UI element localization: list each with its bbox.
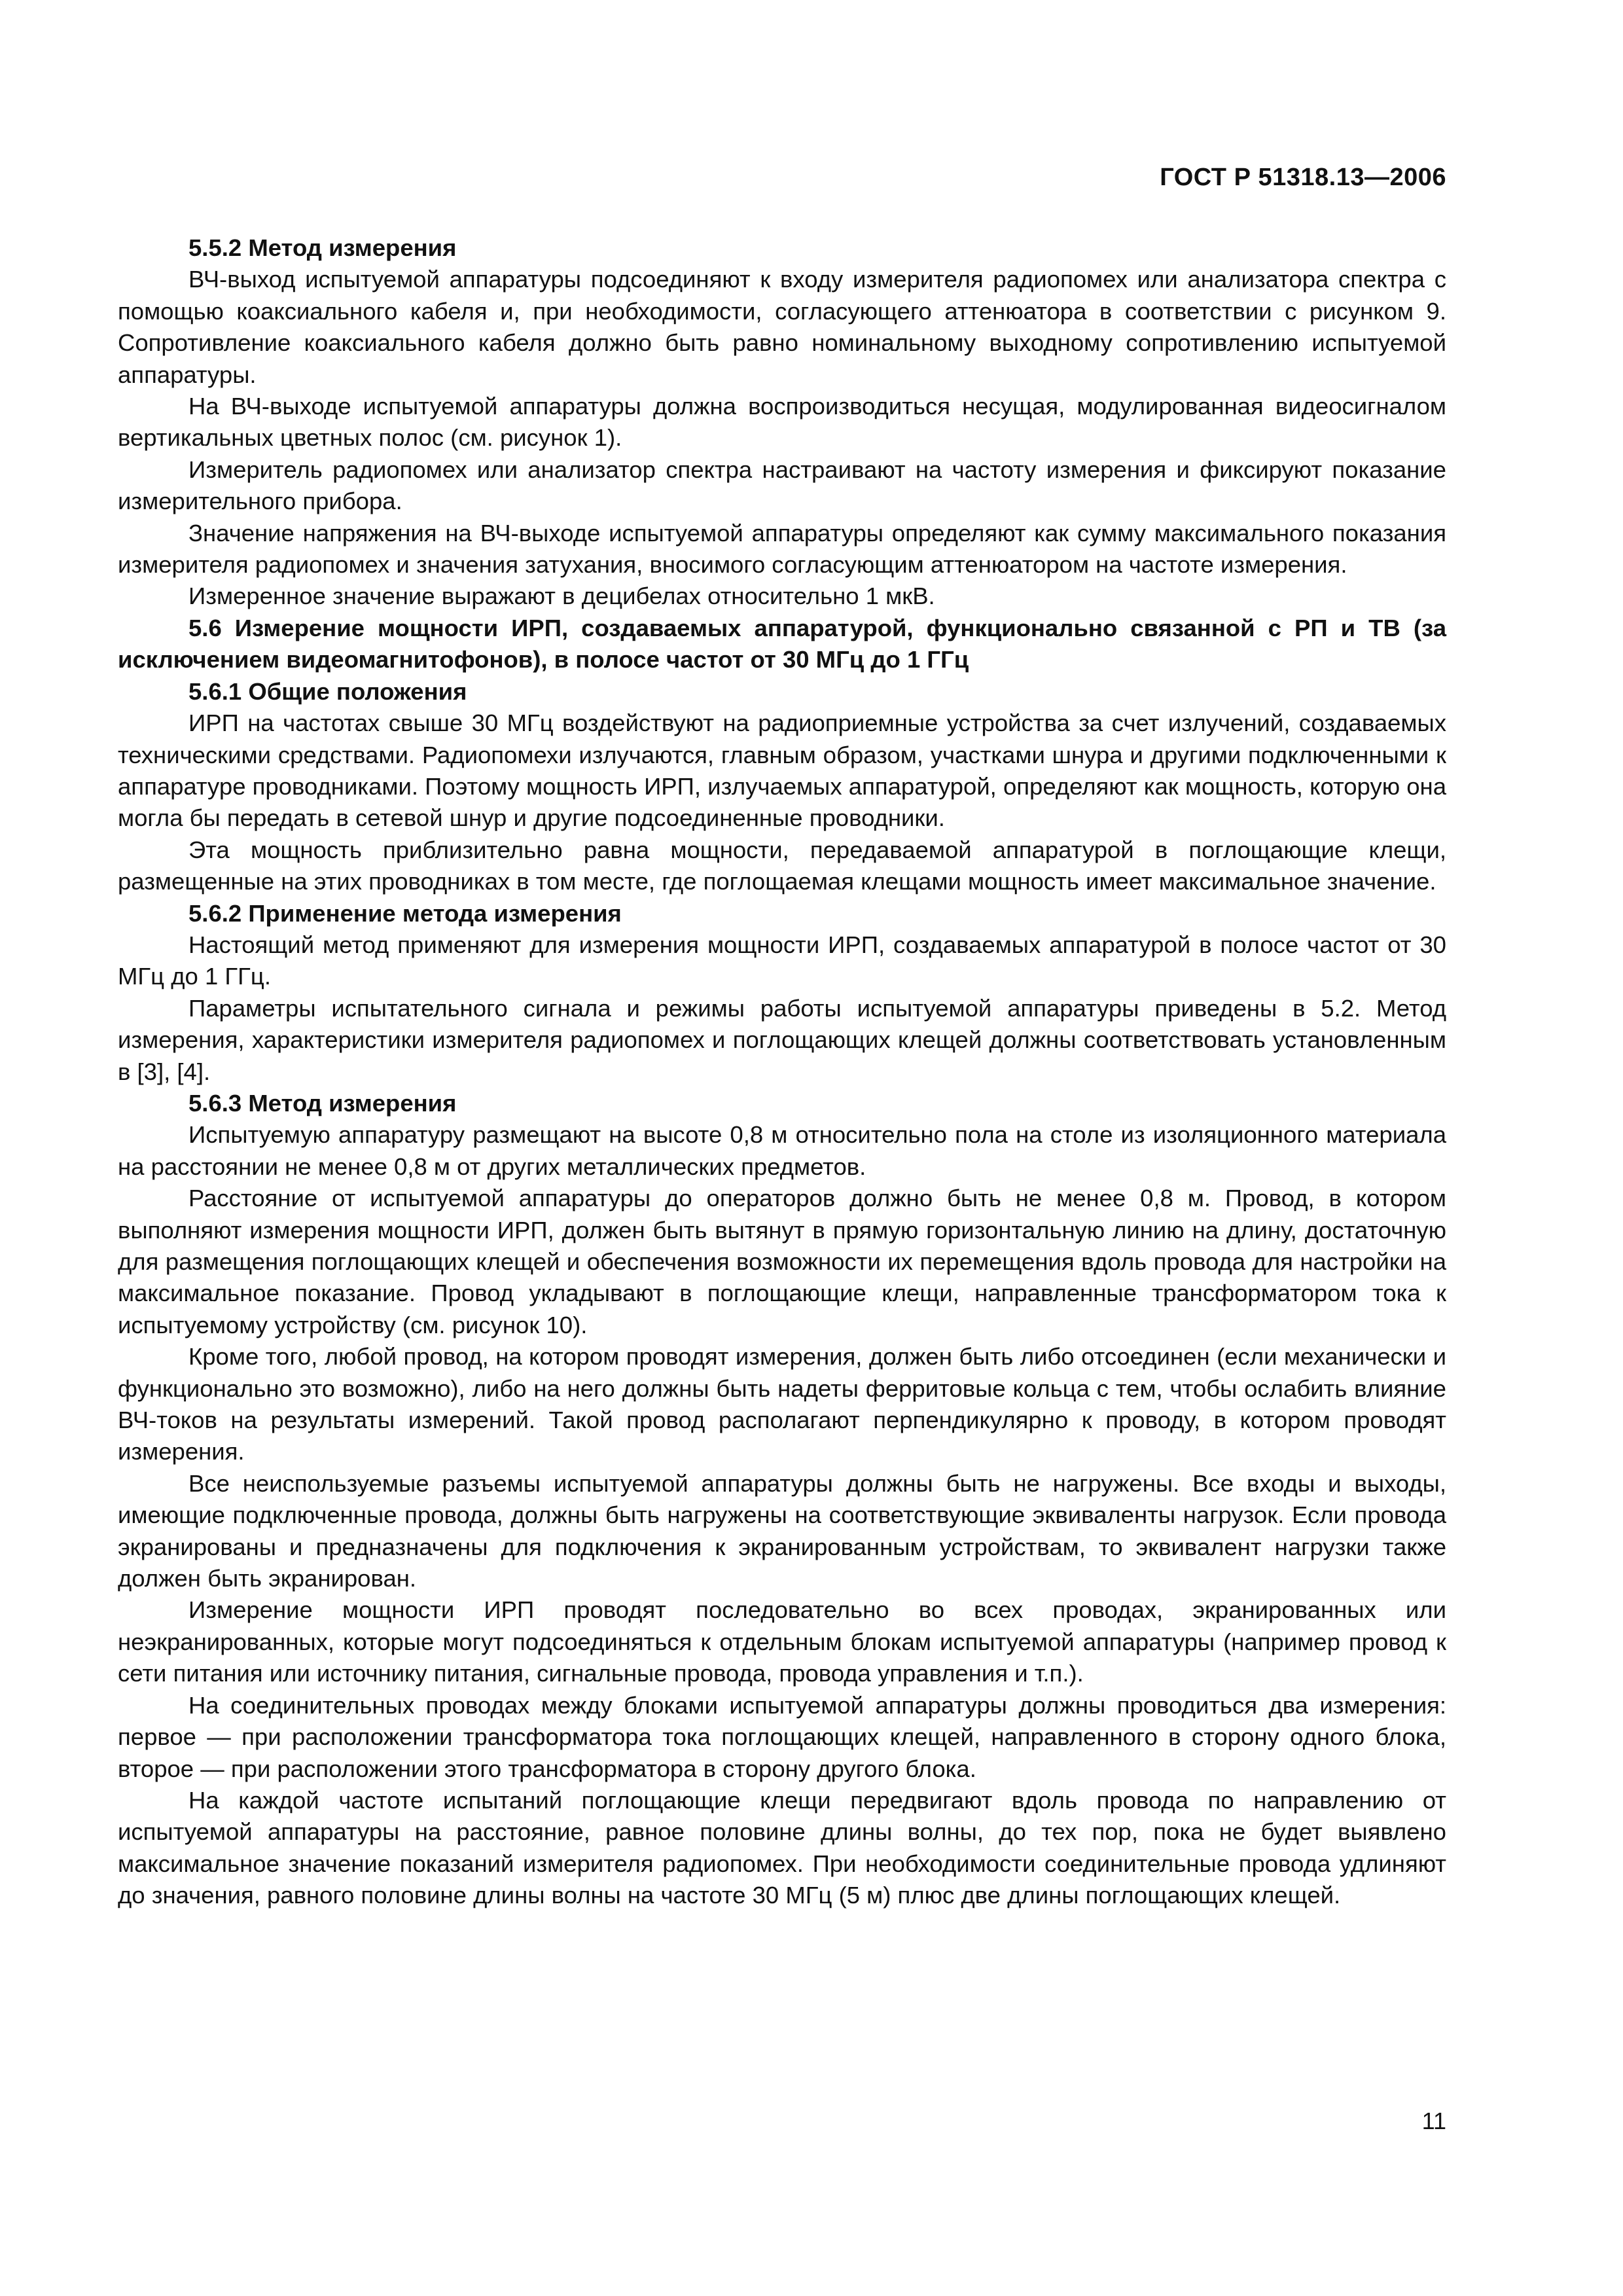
page-number: 11 (1421, 2108, 1446, 2134)
section-heading-5-6-3: 5.6.3 Метод измерения (188, 1089, 457, 1117)
section-heading-5-6-1: 5.6.1 Общие положения (188, 677, 467, 705)
paragraph: На соединительных проводах между блоками испытуемой аппаратуры должны проводиться два измерения: первое — при расположении трансформатора тока поглощающих клещей, направленного в сторону одного блока, второе — при расположении этого трансформатора в сторону другого блока. (118, 1691, 1446, 1782)
paragraph: Измеренное значение выражают в децибелах относительно 1 мкВ. (188, 583, 935, 610)
paragraph: На ВЧ-выходе испытуемой аппаратуры должна воспроизводиться несущая, модулированная видеосигналом вертикальных цветных полос (см. рисунок 1). (118, 393, 1446, 452)
paragraph: Значение напряжения на ВЧ-выходе испытуемой аппаратуры определяют как сумму максимального показания измерителя радиопомех и значения затухания, вносимого согласующим аттенюатором на частоте измерения. (118, 519, 1446, 579)
paragraph: Настоящий метод применяют для измерения мощности ИРП, создаваемых аппаратурой в полосе частот от 30 МГц до 1 ГГц. (118, 931, 1446, 990)
paragraph: ВЧ-выход испытуемой аппаратуры подсоединяют к входу измерителя радиопомех или анализатора спектра с помощью коаксиального кабеля и, при необходимости, согласующего аттенюатора в соответствии с рисунком 9. Сопротивление коаксиального кабеля должно быть равно номинальному выходному сопротивлению испытуемой аппаратуры. (118, 266, 1446, 388)
section-heading-5-6-2: 5.6.2 Применение метода измерения (188, 899, 622, 927)
paragraph: На каждой частоте испытаний поглощающие клещи передвигают вдоль провода по направлению от испытуемой аппаратуры на расстояние, равное половине длины волны, до тех пор, пока не будет выявлено максимальное значение показаний измерителя радиопомех. При необходимости соединительные провода удлиняют до значения, равного половине длины волны на частоте 30 МГц (5 м) плюс две длины поглощающих клещей. (118, 1786, 1446, 1909)
paragraph: Испытуемую аппаратуру размещают на высоте 0,8 м относительно пола на столе из изоляционного материала на расстоянии не менее 0,8 м от других металлических предметов. (118, 1121, 1446, 1180)
paragraph: Эта мощность приблизительно равна мощности, передаваемой аппаратурой в поглощающие клещи, размещенные на этих проводниках в том месте, где поглощаемая клещами мощность имеет максимальное значение. (118, 836, 1446, 895)
paragraph: Измеритель радиопомех или анализатор спектра настраивают на частоту измерения и фиксируют показание измерительного прибора. (118, 456, 1446, 515)
paragraph: ИРП на частотах свыше 30 МГц воздействуют на радиоприемные устройства за счет излучений, создаваемых техническими средствами. Радиопомехи излучаются, главным образом, участками шнура и другими подключенными к аппаратуре проводниками. Поэтому мощность ИРП, излучаемых аппаратурой, определяют как мощность, которую она могла бы передать в сетевой шнур и другие подсоединенные проводники. (118, 709, 1446, 832)
paragraph: Все неиспользуемые разъемы испытуемой аппаратуры должны быть не нагружены. Все входы и выходы, имеющие подключенные провода, должны быть нагружены на соответствующие эквиваленты нагрузок. Если провода экранированы и предназначены для подключения к экранированным устройствам, то эквивалент нагрузки также должен быть экранирован. (118, 1469, 1446, 1592)
paragraph: Измерение мощности ИРП проводят последовательно во всех проводах, экранированных или неэкранированных, которые могут подсоединяться к отдельным блокам испытуемой аппаратуры (например провод к сети питания или источнику питания, сигнальные провода, провода управления и т.п.). (118, 1596, 1446, 1687)
document-header: ГОСТ Р 51318.13—2006 (1160, 164, 1446, 191)
paragraph: Параметры испытательного сигнала и режимы работы испытуемой аппаратуры приведены в 5.2. Метод измерения, характеристики измерителя радиопомех и поглощающих клещей должны соответствовать установленным в [3], [4]. (118, 994, 1446, 1085)
section-heading-5-5-2: 5.5.2 Метод измерения (188, 234, 457, 261)
paragraph: Расстояние от испытуемой аппаратуры до операторов должно быть не менее 0,8 м. Провод, в котором выполняют измерения мощности ИРП, должен быть вытянут в прямую горизонтальную линию на длину, достаточную для размещения поглощающих клещей и обеспечения возможности их перемещения вдоль провода для настройки на максимальное показание. Провод укладывают в поглощающие клещи, направленные трансформатором тока к испытуемому устройству (см. рисунок 10). (118, 1185, 1446, 1338)
paragraph: Кроме того, любой провод, на котором проводят измерения, должен быть либо отсоединен (если механически и функционально это возможно), либо на него должны быть надеты ферритовые кольца с тем, чтобы ослабить влияние ВЧ-токов на результаты измерений. Такой провод располагают перпендикулярно к проводу, в котором проводят измерения. (118, 1343, 1446, 1465)
document-body (118, 232, 1446, 1912)
section-heading-5-6: 5.6 Измерение мощности ИРП, создаваемых аппаратурой, функционально связанной с РП и ТВ (за исключением видеомагнитофонов), в полосе частот от 30 МГц до 1 ГГц (118, 614, 1446, 673)
